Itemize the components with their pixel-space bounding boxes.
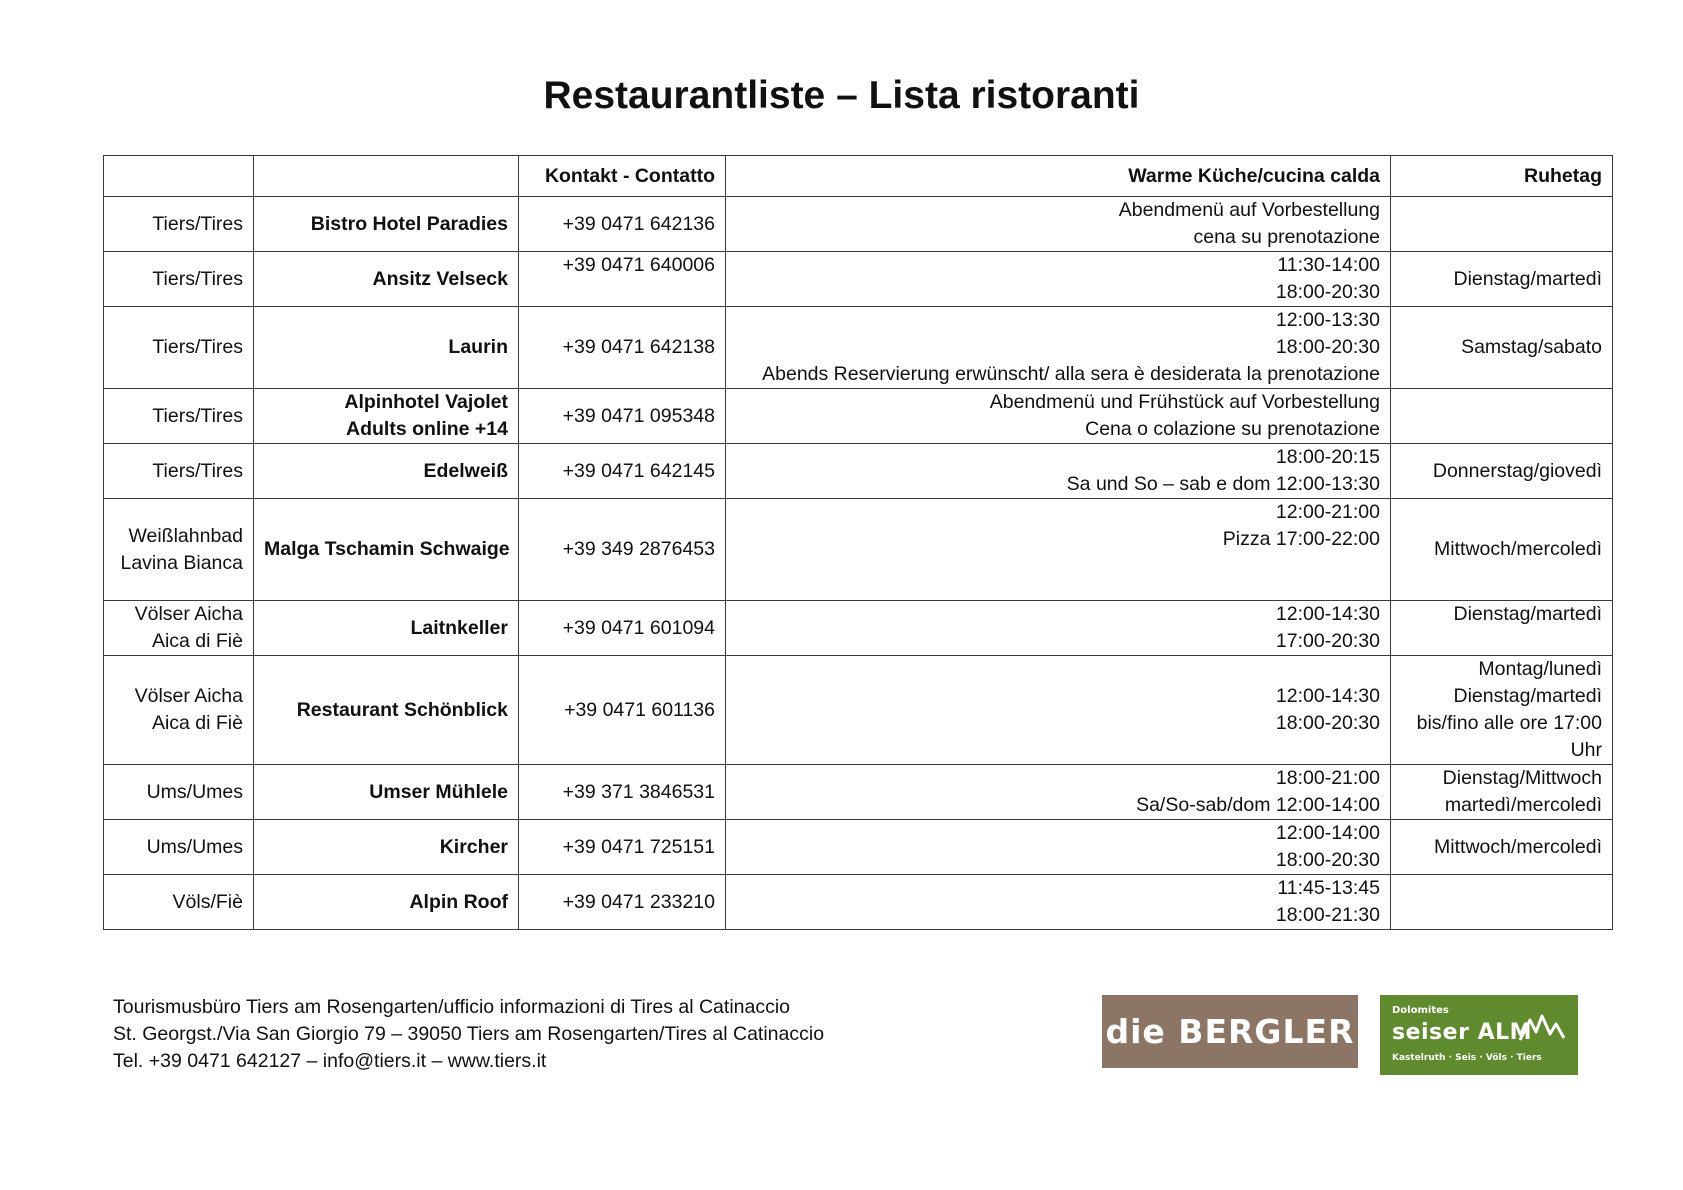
seiser-logo-sub: Kastelruth · Seis · Völs · Tiers: [1392, 1053, 1542, 1063]
rest-day-cell-line: Mittwoch/mercoledì: [1434, 835, 1602, 858]
rest-day-cell-line: Dienstag/martedì: [1453, 685, 1602, 707]
hot-kitchen-cell-line: 12:00-21:00: [1275, 501, 1380, 523]
hot-kitchen-cell-line: Abendmenü auf Vorbestellung: [1118, 199, 1380, 221]
table-row: [104, 499, 1613, 601]
bergler-logo: [1102, 995, 1358, 1068]
page-title: Restaurantliste – Lista ristoranti: [543, 74, 1140, 117]
hot-kitchen-cell-line: Abendmenü und Frühstück auf Vorbestellung: [989, 391, 1380, 413]
rest-day-cell: [1391, 499, 1613, 601]
table-header-row: [104, 156, 1613, 197]
place-cell: [104, 389, 254, 444]
restaurant-name-cell-line: Malga Tschamin Schwaige: [264, 538, 510, 560]
bergler-logo-text: die BERGLER: [1105, 1012, 1355, 1051]
rest-day-cell-line: Samstag/sabato: [1461, 336, 1602, 358]
restaurant-name-cell-line: Bistro Hotel Paradies: [310, 212, 508, 235]
restaurant-name-cell-line: Restaurant Schönblick: [296, 698, 508, 721]
hot-kitchen-cell-line: 18:00-20:30: [1275, 281, 1380, 303]
seiser-logo-main: seiser ALM: [1392, 1020, 1533, 1045]
hot-kitchen-cell: [726, 444, 1391, 499]
rest-day-cell-line: martedì/mercoledì: [1444, 794, 1602, 816]
restaurant-name-cell: [254, 765, 519, 820]
hot-kitchen-cell-line: 18:00-21:00: [1275, 767, 1380, 789]
rest-day-cell-line: Donnerstag/giovedì: [1432, 459, 1602, 482]
place-cell-line: Tiers/Tires: [152, 336, 243, 358]
hot-kitchen-cell: [726, 252, 1391, 307]
place-cell-line: Völs/Fiè: [172, 890, 243, 913]
table-row: [104, 197, 1613, 252]
place-cell: [104, 601, 254, 656]
hot-kitchen-cell-line: 18:00-21:30: [1275, 904, 1380, 926]
rest-day-cell: [1391, 601, 1613, 656]
hot-kitchen-cell-line: 11:30-14:00: [1277, 254, 1380, 276]
rest-day-cell: [1391, 307, 1613, 389]
phone-cell: +39 0471 233210: [519, 875, 726, 930]
footer-address: [113, 994, 824, 1075]
hot-kitchen-cell-line: 12:00-14:00: [1275, 822, 1380, 844]
rest-day-cell: [1391, 197, 1613, 252]
place-cell: [104, 820, 254, 875]
hot-kitchen-cell-line: Cena o colazione su prenotazione: [1085, 418, 1380, 440]
restaurant-name-cell: [254, 601, 519, 656]
restaurant-name-cell: [254, 820, 519, 875]
header-hot-kitchen: Warme Küche/cucina calda: [726, 156, 1391, 197]
footer-line-contact: Tel. +39 0471 642127 – info@tiers.it – www.tiers.it: [113, 1050, 547, 1072]
place-cell: [104, 252, 254, 307]
rest-day-cell-line: Montag/lunedì: [1478, 658, 1602, 680]
place-cell-line: Tiers/Tires: [152, 404, 243, 427]
header-rest-day: Ruhetag: [1391, 156, 1613, 197]
place-cell-line: Tiers/Tires: [152, 212, 243, 235]
place-cell-line: Völser Aicha: [134, 685, 243, 707]
table-row: [104, 444, 1613, 499]
restaurant-name-cell: [254, 875, 519, 930]
restaurant-name-cell: [254, 197, 519, 252]
phone-cell: +39 0471 095348: [519, 389, 726, 444]
hot-kitchen-cell-line: 12:00-14:30: [1275, 685, 1380, 707]
hot-kitchen-cell-line: 18:00-20:30: [1275, 712, 1380, 734]
footer-line-office: Tourismusbüro Tiers am Rosengarten/ufficio informazioni di Tires al Catinaccio: [113, 996, 791, 1018]
place-cell: [104, 197, 254, 252]
restaurant-name-cell: [254, 307, 519, 389]
phone-cell: +39 371 3846531: [519, 765, 726, 820]
place-cell: [104, 499, 254, 601]
place-cell-line: Weißlahnbad: [128, 524, 243, 547]
hot-kitchen-cell: [726, 656, 1391, 765]
phone-cell: +39 0471 601094: [519, 601, 726, 656]
seiser-logo-top: Dolomites: [1392, 1005, 1449, 1016]
restaurant-name-cell: [254, 252, 519, 307]
restaurant-name-cell-line: Alpinhotel Vajolet: [344, 391, 508, 413]
hot-kitchen-cell-line: 11:45-13:45: [1277, 877, 1380, 899]
rest-day-cell: [1391, 820, 1613, 875]
mountain-icon: [1518, 1012, 1566, 1044]
header-place: [104, 156, 254, 197]
phone-cell: +39 0471 640006: [519, 252, 726, 307]
hot-kitchen-cell: [726, 307, 1391, 389]
rest-day-cell-line: bis/fino alle ore 17:00: [1416, 712, 1602, 734]
table-row: [104, 389, 1613, 444]
phone-cell: +39 349 2876453: [519, 499, 726, 601]
hot-kitchen-cell-line: 18:00-20:15: [1275, 446, 1380, 468]
rest-day-cell: [1391, 252, 1613, 307]
place-cell: [104, 444, 254, 499]
table-row: [104, 601, 1613, 656]
hot-kitchen-cell-line: 18:00-20:30: [1275, 849, 1380, 871]
hot-kitchen-cell-line: 12:00-13:30: [1275, 309, 1380, 331]
restaurant-name-cell: [254, 444, 519, 499]
restaurant-name-cell-line: Ansitz Velseck: [372, 267, 508, 290]
restaurant-name-cell-line: Laitnkeller: [410, 616, 508, 639]
table-row: [104, 875, 1613, 930]
hot-kitchen-cell: [726, 499, 1391, 601]
hot-kitchen-cell-line: Abends Reservierung erwünscht/ alla sera è desiderata la prenotazione: [762, 363, 1380, 385]
hot-kitchen-cell: [726, 389, 1391, 444]
phone-cell: +39 0471 601136: [519, 656, 726, 765]
hot-kitchen-cell: [726, 875, 1391, 930]
rest-day-cell: [1391, 444, 1613, 499]
footer-line-address: St. Georgst./Via San Giorgio 79 – 39050 Tiers am Rosengarten/Tires al Catinaccio: [113, 1023, 825, 1045]
restaurant-name-cell-line: Kircher: [439, 835, 508, 858]
place-cell-line: Aica di Fiè: [151, 630, 243, 652]
restaurant-name-cell: [254, 389, 519, 444]
table-row: [104, 307, 1613, 389]
restaurant-name-cell-line: Alpin Roof: [409, 890, 508, 913]
place-cell-line: Lavina Bianca: [120, 551, 243, 574]
restaurant-table: [103, 155, 1613, 930]
hot-kitchen-cell-line: cena su prenotazione: [1193, 226, 1380, 248]
phone-cell: +39 0471 642136: [519, 197, 726, 252]
rest-day-cell: [1391, 389, 1613, 444]
place-cell-line: Aica di Fiè: [151, 712, 243, 734]
place-cell: [104, 875, 254, 930]
table-row: [104, 765, 1613, 820]
rest-day-cell-line: Uhr: [1570, 739, 1602, 761]
restaurant-name-cell-line: Adults online +14: [346, 418, 508, 440]
place-cell-line: Ums/Umes: [146, 780, 243, 803]
restaurant-name-cell-line: Laurin: [448, 336, 508, 358]
rest-day-cell: [1391, 765, 1613, 820]
place-cell: [104, 656, 254, 765]
phone-cell: +39 0471 642145: [519, 444, 726, 499]
phone-cell: +39 0471 642138: [519, 307, 726, 389]
seiser-alm-logo: [1380, 995, 1578, 1075]
table-row: [104, 656, 1613, 765]
phone-cell: +39 0471 725151: [519, 820, 726, 875]
restaurant-name-cell-line: Edelweiß: [423, 459, 508, 482]
header-contact: Kontakt - Contatto: [519, 156, 726, 197]
table-row: [104, 820, 1613, 875]
hot-kitchen-cell: [726, 601, 1391, 656]
hot-kitchen-cell: [726, 765, 1391, 820]
rest-day-cell: [1391, 875, 1613, 930]
restaurant-name-cell-line: Umser Mühlele: [369, 780, 508, 803]
hot-kitchen-cell-line: 17:00-20:30: [1275, 630, 1380, 652]
rest-day-cell-line: Dienstag/martedì: [1453, 267, 1602, 290]
hot-kitchen-cell-line: Sa und So – sab e dom 12:00-13:30: [1066, 473, 1380, 495]
restaurant-name-cell: [254, 656, 519, 765]
rest-day-cell-line: Mittwoch/mercoledì: [1434, 538, 1602, 560]
restaurant-name-cell: [254, 499, 519, 601]
table-row: [104, 252, 1613, 307]
hot-kitchen-cell-line: 18:00-20:30: [1275, 336, 1380, 358]
hot-kitchen-cell-line: Sa/So-sab/dom 12:00-14:00: [1136, 794, 1380, 816]
hot-kitchen-cell-line: Pizza 17:00-22:00: [1222, 528, 1380, 550]
place-cell: [104, 307, 254, 389]
rest-day-cell-line: Dienstag/Mittwoch: [1442, 767, 1602, 789]
hot-kitchen-cell: [726, 820, 1391, 875]
hot-kitchen-cell-line: 12:00-14:30: [1275, 603, 1380, 625]
place-cell: [104, 765, 254, 820]
place-cell-line: Völser Aicha: [134, 603, 243, 625]
rest-day-cell-line: Dienstag/martedì: [1453, 603, 1602, 625]
rest-day-cell: [1391, 656, 1613, 765]
header-name: [254, 156, 519, 197]
hot-kitchen-cell: [726, 197, 1391, 252]
place-cell-line: Tiers/Tires: [152, 267, 243, 290]
place-cell-line: Tiers/Tires: [152, 459, 243, 482]
place-cell-line: Ums/Umes: [146, 835, 243, 858]
